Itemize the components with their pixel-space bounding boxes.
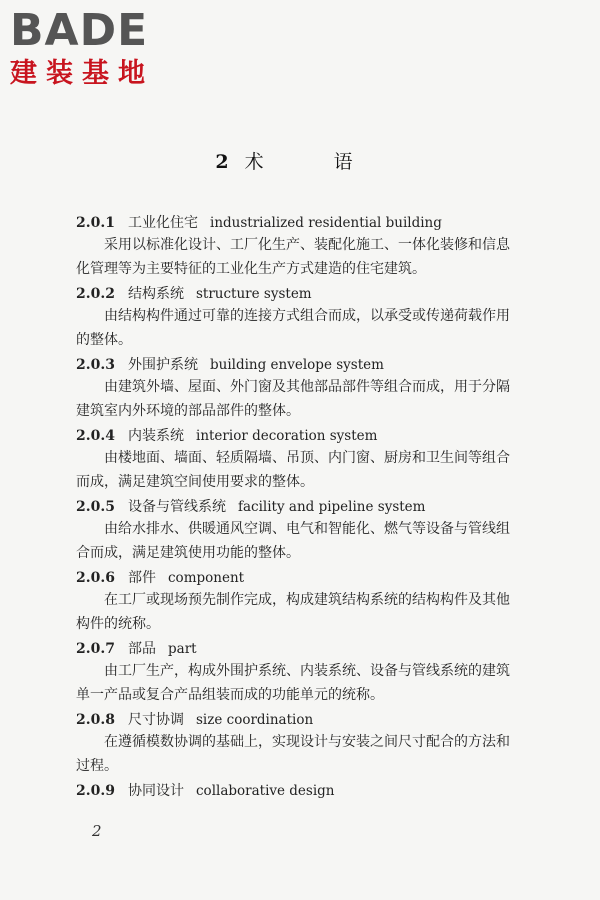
term-english: structure system (196, 286, 312, 302)
term-header (76, 780, 510, 802)
term-definition: 由工厂生产，构成外围护系统、内装系统、设备与管线系统的建筑单一产品或复合产品组装而成的功能单元的统称。 (76, 663, 510, 703)
term-number: 2.0.1 (76, 215, 115, 231)
term-english: component (168, 570, 245, 586)
term-header (76, 638, 510, 660)
term-entry (76, 354, 510, 425)
term-header (76, 567, 510, 589)
term-header (76, 283, 510, 305)
bade-logo (10, 5, 185, 92)
term-number: 2.0.8 (76, 712, 115, 728)
chapter-heading (0, 150, 600, 174)
term-chinese: 部品 (128, 641, 156, 657)
term-entry (76, 567, 510, 638)
term-english: part (168, 641, 197, 657)
term-number: 2.0.6 (76, 570, 115, 586)
term-english: building envelope system (210, 357, 384, 373)
term-number: 2.0.9 (76, 783, 115, 799)
term-entry (76, 638, 510, 709)
term-english: collaborative design (196, 783, 335, 799)
term-chinese: 工业化住宅 (128, 215, 198, 231)
term-chinese: 设备与管线系统 (128, 499, 226, 515)
term-english: interior decoration system (196, 428, 378, 444)
term-chinese: 尺寸协调 (128, 712, 184, 728)
term-header (76, 709, 510, 731)
term-header (76, 354, 510, 376)
term-header (76, 212, 510, 234)
term-number: 2.0.2 (76, 286, 115, 302)
term-definition: 由楼地面、墙面、轻质隔墙、吊顶、内门窗、厨房和卫生间等组合而成，满足建筑空间使用要求的整体。 (76, 450, 510, 490)
term-entry (76, 283, 510, 354)
term-entry (76, 780, 510, 802)
term-chinese: 内装系统 (128, 428, 184, 444)
term-number: 2.0.3 (76, 357, 115, 373)
term-english: industrialized residential building (210, 215, 442, 231)
term-chinese: 协同设计 (128, 783, 184, 799)
term-definition: 由结构构件通过可靠的连接方式组合而成，以承受或传递荷载作用的整体。 (76, 308, 510, 348)
term-number: 2.0.7 (76, 641, 115, 657)
chapter-title: 术 语 (244, 151, 385, 173)
term-definition: 由给水排水、供暖通风空调、电气和智能化、燃气等设备与管线组合而成，满足建筑使用功能的整体。 (76, 521, 510, 561)
term-entry (76, 496, 510, 567)
term-header (76, 496, 510, 518)
term-english: size coordination (196, 712, 314, 728)
term-chinese: 结构系统 (128, 286, 184, 302)
term-entry (76, 709, 510, 780)
term-chinese: 部件 (128, 570, 156, 586)
chapter-number: 2 (215, 151, 229, 173)
logo-chinese-name: 建装基地 (10, 58, 154, 89)
logo-wordmark: BADE (10, 5, 149, 56)
term-chinese: 外围护系统 (128, 357, 198, 373)
terms-list (76, 212, 510, 802)
term-header (76, 425, 510, 447)
term-number: 2.0.4 (76, 428, 115, 444)
term-definition: 在遵循模数协调的基础上，实现设计与安装之间尺寸配合的方法和过程。 (76, 734, 510, 774)
term-entry (76, 425, 510, 496)
page-number: 2 (92, 822, 102, 840)
term-definition: 在工厂或现场预先制作完成，构成建筑结构系统的结构构件及其他构件的统称。 (76, 592, 510, 632)
term-number: 2.0.5 (76, 499, 115, 515)
term-entry (76, 212, 510, 283)
term-english: facility and pipeline system (238, 499, 426, 515)
term-definition: 由建筑外墙、屋面、外门窗及其他部品部件等组合而成，用于分隔建筑室内外环境的部品部件的整体。 (76, 379, 510, 419)
term-definition: 采用以标准化设计、工厂化生产、装配化施工、一体化装修和信息化管理等为主要特征的工业化生产方式建造的住宅建筑。 (76, 237, 510, 277)
